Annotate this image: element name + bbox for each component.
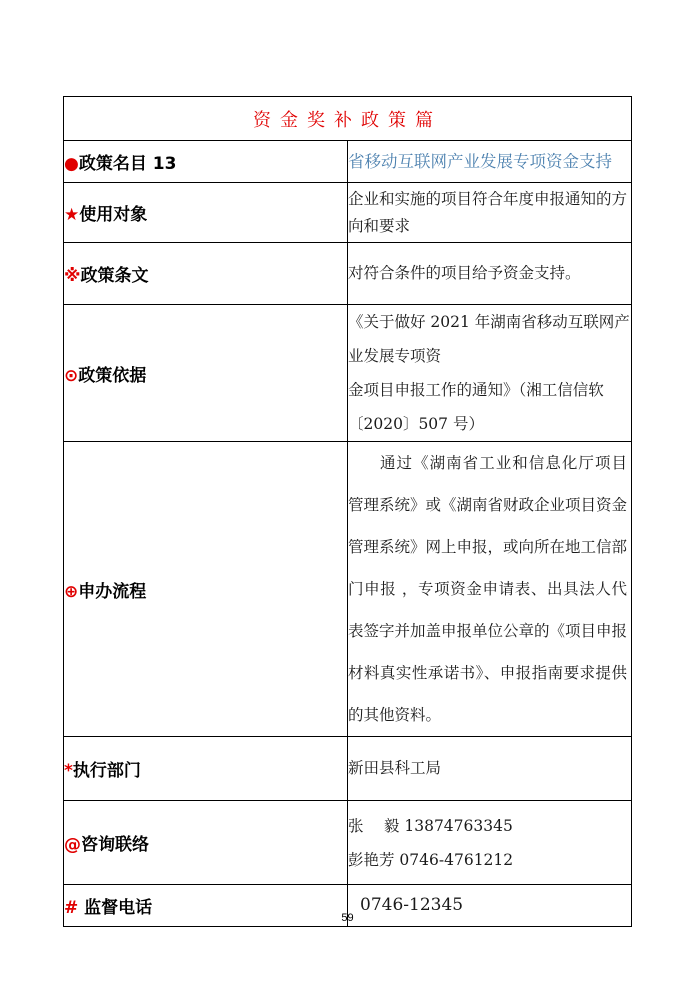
row-target	[64, 183, 632, 243]
hash-icon: #	[64, 898, 79, 918]
page-number: 59	[341, 912, 354, 924]
label-text: 使用对象	[79, 205, 148, 225]
row-policy-name	[64, 141, 632, 183]
row-dept	[64, 737, 632, 801]
label-dept	[64, 737, 348, 801]
label-policy-name	[64, 141, 348, 183]
circled-plus-icon: ⊕	[64, 581, 79, 602]
at-sign-icon: @	[64, 835, 81, 855]
row-basis	[64, 305, 632, 442]
label-process	[64, 442, 348, 737]
label-contact	[64, 801, 348, 885]
label-text: 政策依据	[78, 365, 147, 386]
target-value: 企业和实施的项目符合年度申报通知的方向和要求	[348, 183, 632, 243]
header-row	[64, 97, 632, 141]
policy-table	[63, 96, 632, 927]
dept-value: 新田县科工局	[348, 737, 632, 801]
label-text: 政策名目 13	[78, 154, 177, 174]
circled-dot-icon: ⊙	[64, 365, 79, 386]
basis-line-2: 金项目申报工作的通知》（湘工信信软〔2020〕507 号）	[348, 381, 604, 433]
label-text: 监督电话	[78, 898, 153, 918]
basis-line-1: 《关于做好 2021 年湖南省移动互联网产业发展专项资	[348, 313, 630, 365]
basis-value	[348, 305, 632, 442]
supervise-value: 0746-12345	[348, 885, 632, 927]
red-dot-icon: ●	[64, 154, 79, 174]
section-title: 资金奖补政策篇	[64, 97, 632, 141]
row-clause	[64, 243, 632, 305]
label-text: 咨询联络	[81, 835, 149, 855]
label-clause	[64, 243, 348, 305]
reference-mark-icon: ※	[64, 266, 81, 286]
contact-line-1: 张 毅 13874763345	[348, 816, 513, 835]
label-target	[64, 183, 348, 243]
label-text: 申办流程	[78, 581, 147, 602]
contact-line-2: 彭艳芳 0746-4761212	[348, 850, 514, 869]
row-contact	[64, 801, 632, 885]
star-icon: ★	[64, 205, 80, 225]
clause-value: 对符合条件的项目给予资金支持。	[348, 243, 632, 305]
label-text: 执行部门	[72, 761, 141, 781]
row-process	[64, 442, 632, 737]
contact-value	[348, 801, 632, 885]
policy-name-value: 省移动互联网产业发展专项资金支持	[348, 141, 632, 183]
process-value: 通过《湖南省工业和信息化厅项目管理系统》或《湖南省财政企业项目资金管理系统》网上申报，或向所在地工信部门申报 ，专项资金申请表、出具法人代表签字并加盖申报单位公章的《项目申报材料真实性承诺书》、申报指南要求提供的其他资料。	[348, 442, 632, 737]
asterisk-icon: *	[64, 761, 73, 781]
label-text: 政策条文	[80, 266, 149, 286]
label-basis	[64, 305, 348, 442]
